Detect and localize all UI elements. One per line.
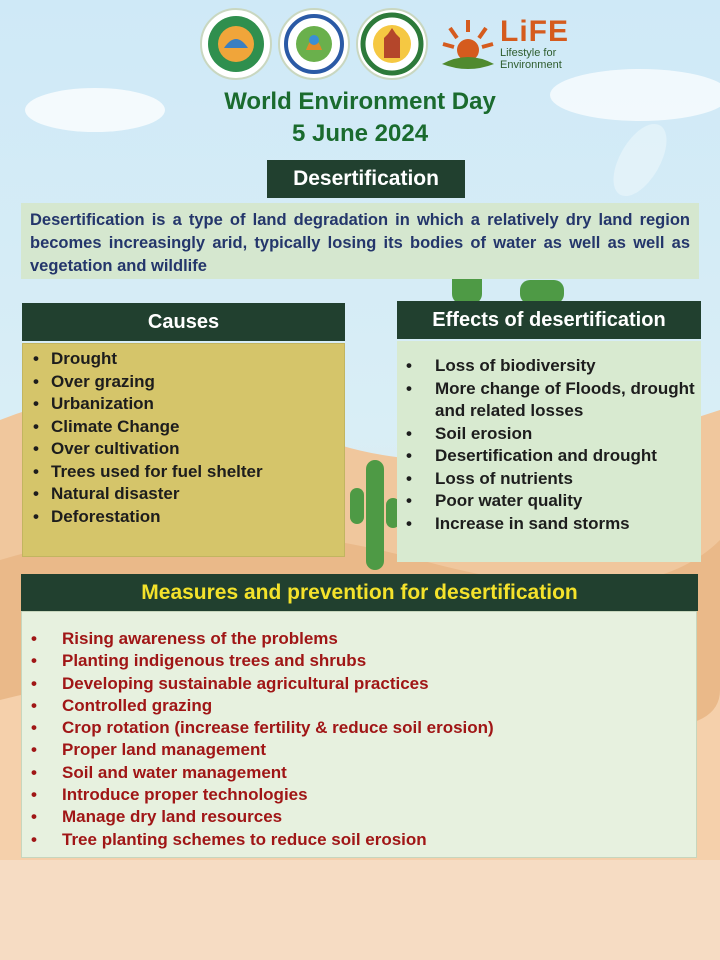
list-item: • Loss of nutrients bbox=[397, 468, 701, 491]
list-item: • Drought bbox=[23, 348, 344, 371]
list-item: • Natural disaster bbox=[23, 483, 344, 506]
life-tagline-line2: Environment bbox=[500, 59, 562, 71]
list-item: • More change of Floods, drought and related losses bbox=[397, 378, 701, 423]
list-item: • Desertification and drought bbox=[397, 445, 701, 468]
causes-panel bbox=[22, 343, 345, 557]
causes-list bbox=[23, 348, 344, 528]
page-date: 5 June 2024 bbox=[291, 120, 429, 147]
list-item: • Developing sustainable agricultural practices bbox=[22, 673, 696, 695]
list-item: • Crop rotation (increase fertility & reduce soil erosion) bbox=[22, 717, 696, 739]
list-item: • Proper land management bbox=[22, 739, 696, 761]
tamil-nadu-emblem-icon bbox=[356, 8, 428, 80]
list-item: • Over cultivation bbox=[23, 438, 344, 461]
list-item: • Urbanization bbox=[23, 393, 344, 416]
measures-heading: Measures and prevention for desertification bbox=[21, 574, 698, 611]
desertification-heading: Desertification bbox=[267, 160, 465, 198]
list-item: • Planting indigenous trees and shrubs bbox=[22, 650, 696, 672]
list-item: • Controlled grazing bbox=[22, 695, 696, 717]
emblem-seal-icon bbox=[200, 8, 272, 80]
list-item: • Soil and water management bbox=[22, 762, 696, 784]
logo-bar bbox=[200, 8, 580, 80]
list-item: • Manage dry land resources bbox=[22, 806, 696, 828]
measures-list bbox=[22, 628, 696, 851]
list-item: • Introduce proper technologies bbox=[22, 784, 696, 806]
effects-heading: Effects of desertification bbox=[397, 301, 701, 339]
list-item: • Trees used for fuel shelter bbox=[23, 461, 344, 484]
desertification-definition: Desertification is a type of land degradation in which a relatively dry land region becomes increasingly arid, typically losing its bodies of water as well as well as vegetation and wildlife bbox=[21, 203, 699, 279]
list-item: • Climate Change bbox=[23, 416, 344, 439]
page-title: World Environment Day bbox=[224, 88, 496, 115]
list-item: • Poor water quality bbox=[397, 490, 701, 513]
list-item: • Tree planting schemes to reduce soil erosion bbox=[22, 829, 696, 851]
list-item: • Increase in sand storms bbox=[397, 513, 701, 536]
life-logo bbox=[440, 16, 569, 72]
ministry-seal-icon bbox=[278, 8, 350, 80]
effects-list bbox=[397, 355, 701, 535]
measures-panel bbox=[21, 611, 697, 858]
life-tagline-line1: Lifestyle for bbox=[500, 47, 557, 59]
list-item: • Loss of biodiversity bbox=[397, 355, 701, 378]
effects-panel bbox=[397, 341, 701, 562]
list-item: • Rising awareness of the problems bbox=[22, 628, 696, 650]
list-item: • Deforestation bbox=[23, 506, 344, 529]
life-brand-text: LiFE bbox=[500, 15, 569, 48]
list-item: • Soil erosion bbox=[397, 423, 701, 446]
causes-heading: Causes bbox=[22, 303, 345, 341]
list-item: • Over grazing bbox=[23, 371, 344, 394]
sunrise-leaf-icon bbox=[440, 16, 496, 72]
